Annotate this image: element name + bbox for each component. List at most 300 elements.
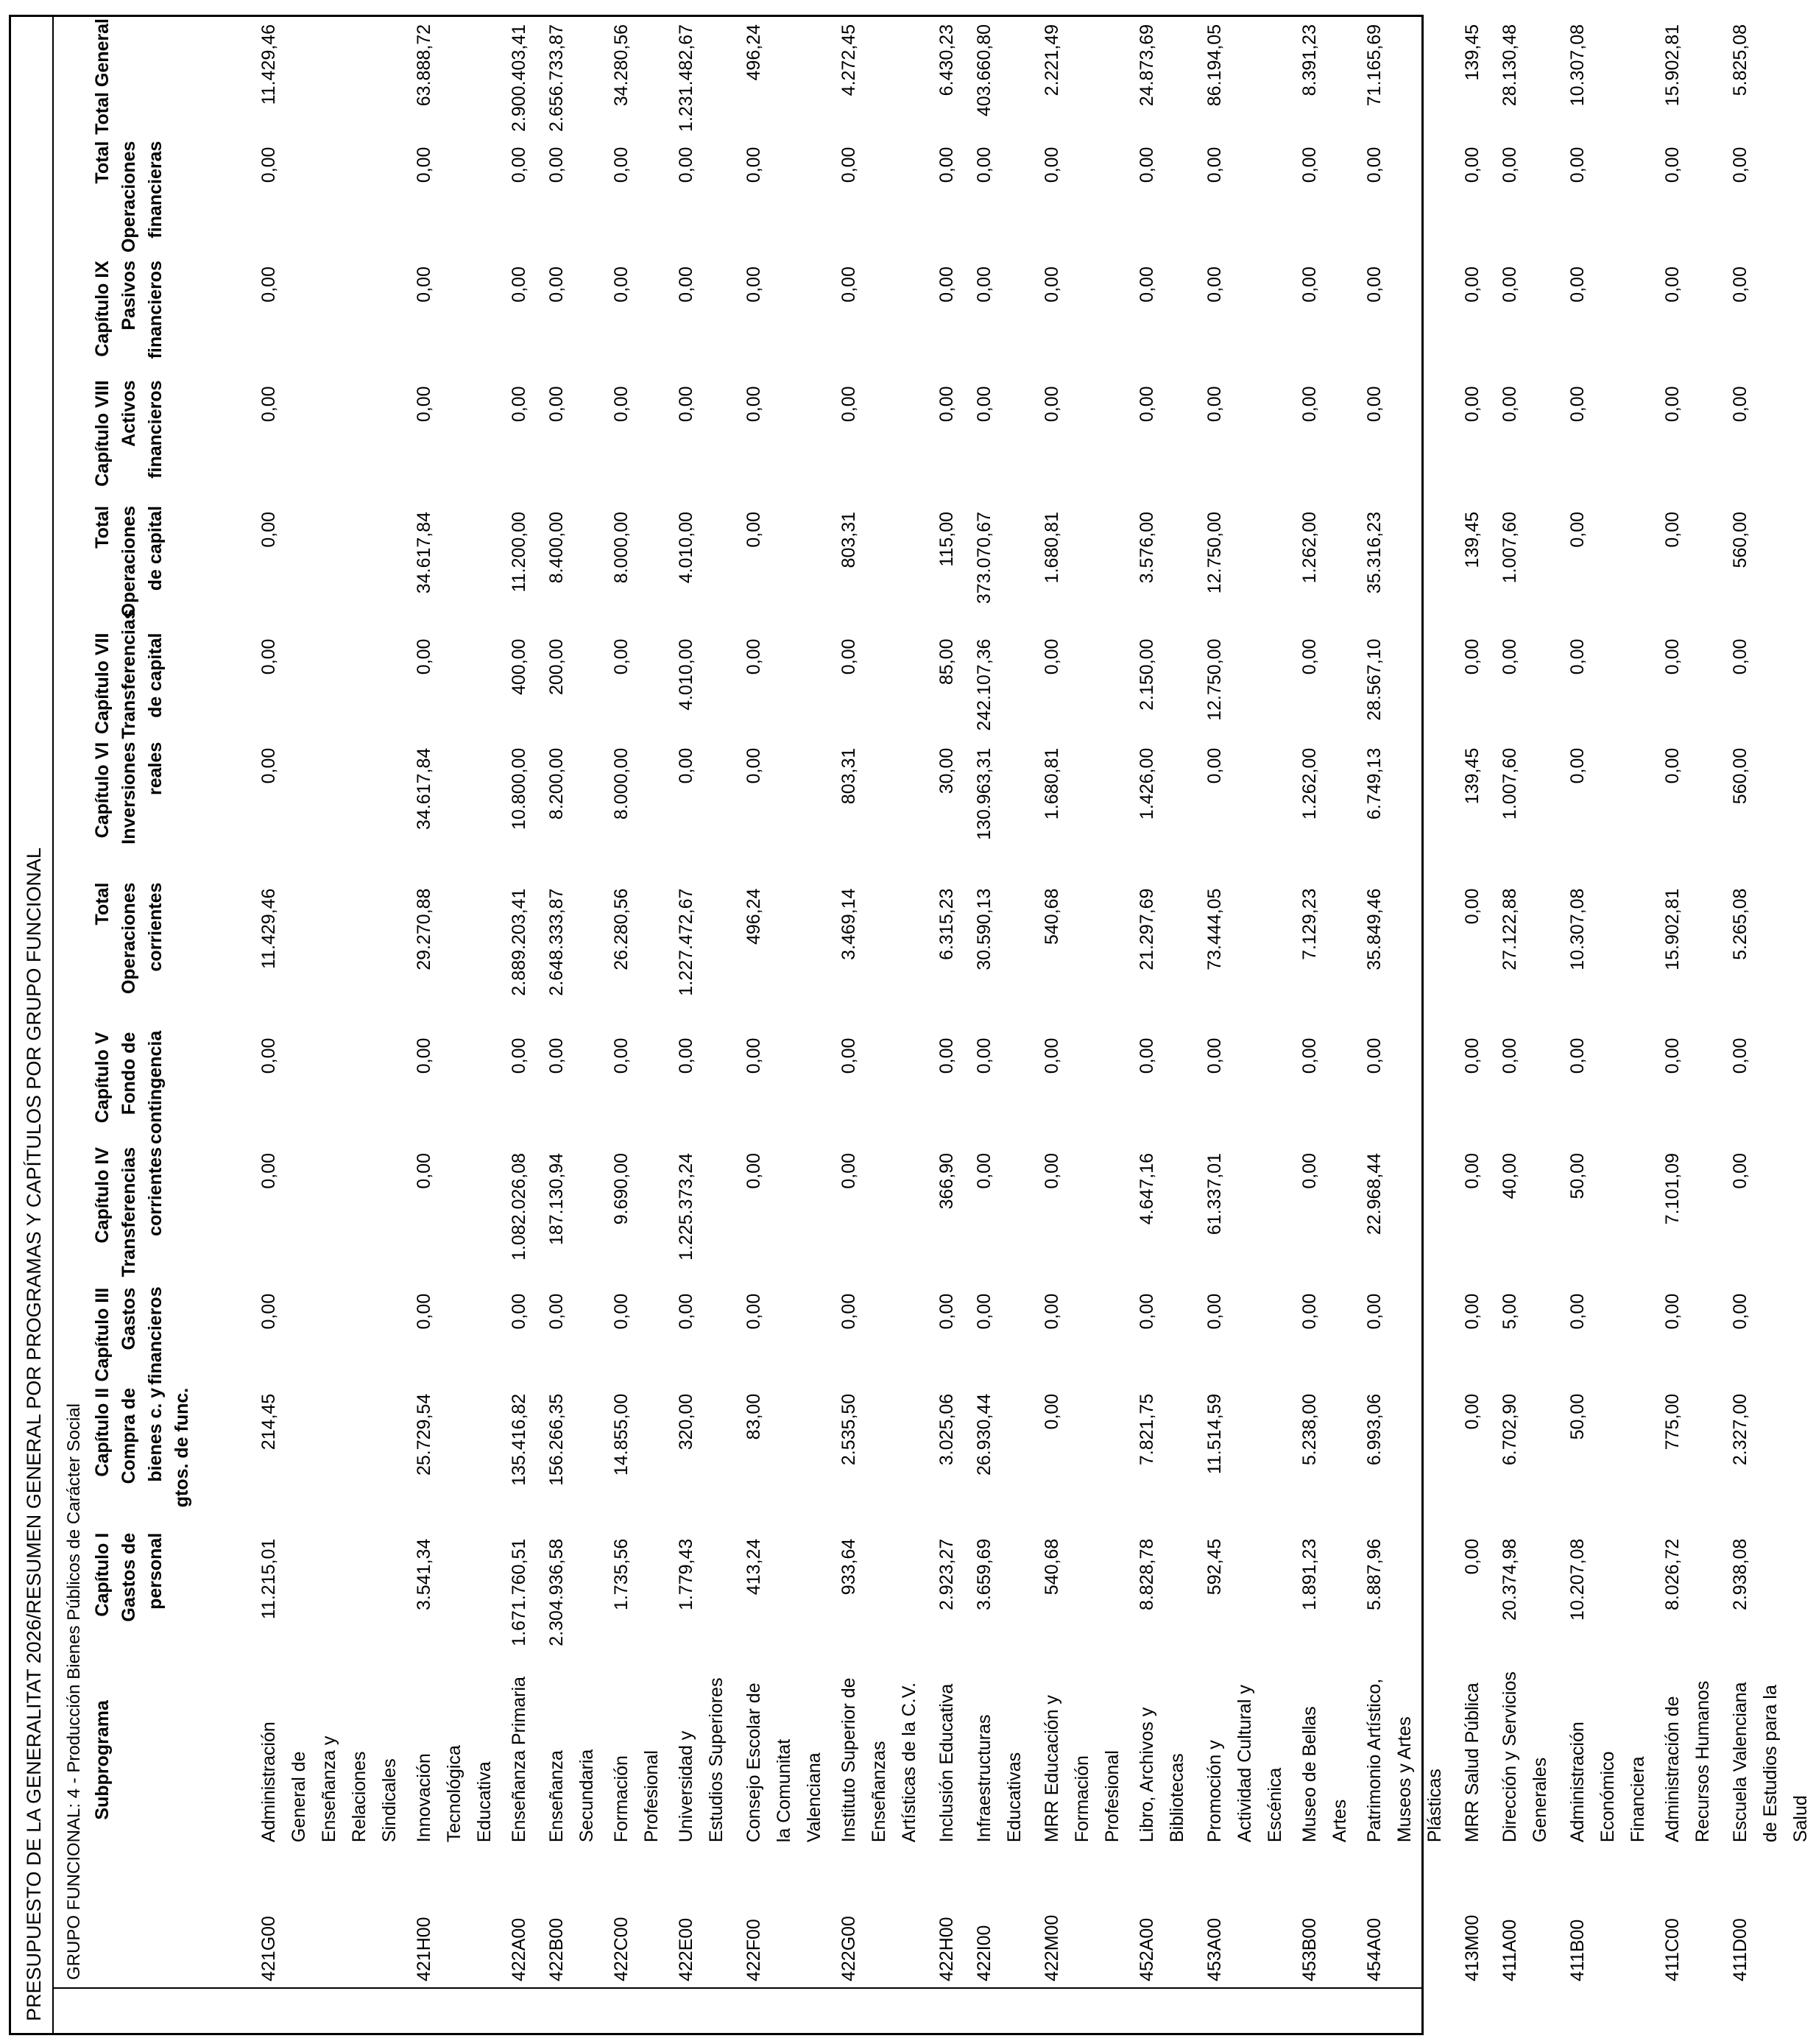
subprogram-name: Innovación Tecnológica Educativa — [414, 1745, 495, 1843]
amount-cell: 34.617,84 — [414, 747, 434, 830]
table-row — [830, 15, 928, 1989]
amount-cell: 85,00 — [936, 638, 957, 686]
amount-cell: 0,00 — [1567, 1293, 1588, 1330]
amount-cell: 0,00 — [1042, 1037, 1062, 1074]
amount-cell: 0,00 — [611, 267, 632, 303]
amount-cell: 0,00 — [1137, 386, 1157, 423]
table-row — [405, 15, 500, 1989]
amount-cell: 8.000,00 — [611, 511, 632, 584]
amount-cell: 40,00 — [1499, 1152, 1520, 1199]
amount-cell: 0,00 — [509, 1037, 529, 1074]
amount-cell: 5.887,96 — [1364, 1538, 1385, 1611]
amount-cell: 28.567,10 — [1364, 638, 1385, 721]
amount-cell: 1.426,00 — [1137, 747, 1157, 820]
table-row — [250, 15, 405, 1989]
amount-cell: 0,00 — [1567, 747, 1588, 784]
amount-cell: 187.130,94 — [546, 1152, 567, 1246]
table-row — [1558, 15, 1653, 1989]
table-row — [1653, 15, 1721, 1989]
header-code-cell — [85, 1848, 250, 1989]
amount-cell: 933,64 — [838, 1538, 859, 1596]
amount-cell: 496,24 — [743, 888, 764, 945]
table-row — [1721, 15, 1816, 1989]
amount-cell: 0,00 — [509, 386, 529, 423]
amount-cell: 26.930,44 — [974, 1393, 994, 1476]
amount-cell: 0,00 — [1499, 638, 1520, 675]
amount-cell: 496,24 — [743, 24, 764, 81]
subprogram-name: Promoción y Actividad Cultural y Escénica — [1204, 1685, 1285, 1843]
amount-cell: 0,00 — [1730, 1037, 1750, 1074]
amount-cell: 0,00 — [611, 147, 632, 183]
amount-cell: 0,00 — [838, 147, 859, 183]
amount-cell: 28.130,48 — [1499, 24, 1520, 107]
amount-cell: 0,00 — [1462, 638, 1483, 675]
amount-cell: 11.429,46 — [258, 888, 279, 969]
amount-cell: 6.702,90 — [1499, 1393, 1520, 1466]
amount-cell: 0,00 — [1462, 888, 1483, 925]
amount-cell: 34.617,84 — [414, 511, 434, 594]
amount-cell: 7.101,09 — [1662, 1152, 1683, 1225]
table-body — [250, 15, 1816, 1989]
amount-cell: 14.855,00 — [611, 1393, 632, 1476]
amount-cell: 0,00 — [546, 1293, 567, 1330]
amount-cell: 4.010,00 — [676, 511, 696, 584]
column-header: Capítulo VIII Activos financieros — [92, 380, 166, 487]
amount-cell: 30.590,13 — [974, 888, 994, 970]
amount-cell: 0,00 — [676, 267, 696, 303]
amount-cell: 11.429,46 — [258, 24, 279, 105]
amount-cell: 35.316,23 — [1364, 511, 1385, 594]
column-header: Capítulo II Compra de bienes c. y gtos. de func. — [92, 1387, 192, 1508]
amount-cell: 1.231.482,67 — [676, 24, 696, 132]
amount-cell: 0,00 — [1042, 638, 1062, 675]
amount-cell: 0,00 — [1662, 638, 1683, 675]
amount-cell: 20.374,98 — [1499, 1538, 1520, 1621]
amount-cell: 0,00 — [1662, 267, 1683, 303]
subprogram-name: Museo de Bellas Artes — [1299, 1706, 1350, 1843]
amount-cell: 0,00 — [414, 267, 434, 303]
amount-cell: 2.535,50 — [838, 1393, 859, 1466]
amount-cell: 0,00 — [743, 386, 764, 423]
amount-cell: 0,00 — [1364, 147, 1385, 183]
subprogram-name: Instituto Superior de Enseñanzas Artísticas de la C.V. — [838, 1677, 919, 1843]
amount-cell: 200,00 — [546, 638, 567, 695]
amount-cell: 0,00 — [258, 267, 279, 303]
amount-cell: 0,00 — [611, 1293, 632, 1330]
subprogram-name: Infraestructuras Educativas — [974, 1714, 1025, 1843]
amount-cell: 0,00 — [838, 386, 859, 423]
amount-cell: 5.238,00 — [1299, 1393, 1320, 1466]
amount-cell: 0,00 — [1462, 267, 1483, 303]
amount-cell: 0,00 — [1462, 1538, 1483, 1575]
amount-cell: 4.272,45 — [838, 24, 859, 96]
amount-cell: 0,00 — [1137, 267, 1157, 303]
amount-cell: 0,00 — [1662, 511, 1683, 548]
amount-cell: 0,00 — [1662, 1293, 1683, 1330]
amount-cell: 0,00 — [1662, 1037, 1683, 1074]
amount-cell: 0,00 — [546, 1037, 567, 1074]
subprogram-code: 454A00 — [1364, 1917, 1385, 1981]
amount-cell: 413,24 — [743, 1538, 764, 1596]
table-row — [500, 15, 537, 1989]
column-header: Capítulo IX Pasivos financieros — [92, 261, 166, 359]
amount-cell: 0,00 — [1567, 511, 1588, 548]
amount-cell: 15.902,81 — [1662, 888, 1683, 970]
column-header: Total Operaciones financieras — [92, 141, 166, 253]
amount-cell: 0,00 — [1137, 1293, 1157, 1330]
amount-cell: 540,68 — [1042, 1538, 1062, 1596]
amount-cell: 15.902,81 — [1662, 24, 1683, 107]
amount-cell: 560,00 — [1730, 747, 1750, 805]
amount-cell: 0,00 — [509, 267, 529, 303]
amount-cell: 0,00 — [676, 1037, 696, 1074]
subprogram-name: Patrimonio Artístico, Museos y Artes Plásticas — [1364, 1678, 1445, 1843]
amount-cell: 8.400,00 — [546, 511, 567, 584]
amount-cell: 0,00 — [936, 386, 957, 423]
table-row — [667, 15, 735, 1989]
subprogram-code: 421H00 — [414, 1917, 434, 1981]
amount-cell: 0,00 — [1499, 386, 1520, 423]
amount-cell: 22.968,44 — [1364, 1152, 1385, 1236]
amount-cell: 12.750,00 — [1204, 511, 1225, 594]
amount-cell: 3.659,69 — [974, 1538, 994, 1611]
amount-cell: 0,00 — [1042, 1152, 1062, 1189]
amount-cell: 8.828,78 — [1137, 1538, 1157, 1611]
subprogram-name: Administración de Recursos Humanos — [1662, 1680, 1713, 1843]
amount-cell: 0,00 — [414, 638, 434, 675]
amount-cell: 0,00 — [258, 1037, 279, 1074]
table-row — [928, 15, 965, 1989]
amount-cell: 1.262,00 — [1299, 747, 1320, 820]
amount-cell: 34.280,56 — [611, 24, 632, 107]
amount-cell: 803,31 — [838, 747, 859, 805]
amount-cell: 1.671.760,51 — [509, 1538, 529, 1646]
amount-cell: 0,00 — [743, 638, 764, 675]
amount-cell: 10.307,08 — [1567, 888, 1588, 970]
amount-cell: 0,00 — [414, 1037, 434, 1074]
amount-cell: 12.750,00 — [1204, 638, 1225, 721]
amount-cell: 73.444,05 — [1204, 888, 1225, 970]
amount-cell: 0,00 — [676, 147, 696, 183]
amount-cell: 366,90 — [936, 1152, 957, 1210]
amount-cell: 2.900.403,41 — [509, 24, 529, 132]
amount-cell: 2.221,49 — [1042, 24, 1062, 96]
amount-cell: 10.800,00 — [509, 747, 529, 830]
column-header: Capítulo I Gastos de personal — [92, 1532, 166, 1622]
amount-cell: 592,45 — [1204, 1538, 1225, 1596]
amount-cell: 0,00 — [414, 386, 434, 423]
amount-cell: 0,00 — [974, 386, 994, 423]
amount-cell: 0,00 — [1462, 1152, 1483, 1189]
subprogram-name: MRR Educación y Formación Profesional — [1042, 1695, 1123, 1843]
subprogram-name: Enseñanza Primaria — [509, 1677, 529, 1843]
amount-cell: 156.266,35 — [546, 1393, 567, 1486]
amount-cell: 1.779,43 — [676, 1538, 696, 1611]
amount-cell: 0,00 — [1364, 267, 1385, 303]
subprogram-code: 422E00 — [676, 1917, 696, 1981]
amount-cell: 0,00 — [936, 1293, 957, 1330]
amount-cell: 0,00 — [743, 1037, 764, 1074]
column-header: Capítulo VI Inversiones reales — [92, 741, 166, 845]
amount-cell: 0,00 — [1137, 147, 1157, 183]
table-row — [1128, 15, 1195, 1989]
amount-cell: 0,00 — [1364, 1037, 1385, 1074]
amount-cell: 0,00 — [743, 147, 764, 183]
amount-cell: 0,00 — [258, 747, 279, 784]
amount-cell: 0,00 — [1730, 147, 1750, 183]
amount-cell: 0,00 — [974, 1037, 994, 1074]
amount-cell: 10.307,08 — [1567, 24, 1588, 107]
amount-cell: 1.082.026,08 — [509, 1152, 529, 1261]
amount-cell: 0,00 — [676, 1293, 696, 1330]
subprogram-code: 422B00 — [546, 1917, 567, 1981]
amount-cell: 0,00 — [611, 1037, 632, 1074]
amount-cell: 2.150,00 — [1137, 638, 1157, 711]
amount-cell: 775,00 — [1662, 1393, 1683, 1451]
table-row — [1033, 15, 1128, 1989]
amount-cell: 4.647,16 — [1137, 1152, 1157, 1225]
amount-cell: 0,00 — [1462, 1037, 1483, 1074]
table-row — [537, 15, 602, 1989]
amount-cell: 0,00 — [743, 267, 764, 303]
table-row — [1453, 15, 1491, 1989]
amount-cell: 0,00 — [509, 147, 529, 183]
amount-cell: 0,00 — [258, 386, 279, 423]
amount-cell: 0,00 — [838, 1152, 859, 1189]
amount-cell: 0,00 — [414, 147, 434, 183]
subprogram-code: 422A00 — [509, 1917, 529, 1981]
amount-cell: 139,45 — [1462, 24, 1483, 81]
amount-cell: 2.304.936,58 — [546, 1538, 567, 1646]
column-header: Capítulo IV Transferencias corrientes — [92, 1146, 166, 1278]
amount-cell: 27.122,88 — [1499, 888, 1520, 970]
amount-cell: 0,00 — [1567, 267, 1588, 303]
amount-cell: 8.026,72 — [1662, 1538, 1683, 1611]
amount-cell: 0,00 — [1462, 1393, 1483, 1430]
amount-cell: 0,00 — [1462, 1293, 1483, 1330]
amount-cell: 0,00 — [936, 147, 957, 183]
amount-cell: 0,00 — [1042, 147, 1062, 183]
amount-cell: 0,00 — [546, 386, 567, 423]
column-header: Subprograma — [92, 1700, 113, 1820]
amount-cell: 0,00 — [743, 1293, 764, 1330]
amount-cell: 83,00 — [743, 1393, 764, 1440]
amount-cell: 0,00 — [1730, 1152, 1750, 1189]
amount-cell: 0,00 — [1567, 1037, 1588, 1074]
amount-cell: 8.391,23 — [1299, 24, 1320, 96]
amount-cell: 2.327,00 — [1730, 1393, 1750, 1466]
amount-cell: 9.690,00 — [611, 1152, 632, 1225]
amount-cell: 0,00 — [1364, 1293, 1385, 1330]
subprogram-code: 411A00 — [1499, 1919, 1520, 1981]
amount-cell: 0,00 — [676, 386, 696, 423]
amount-cell: 0,00 — [1364, 386, 1385, 423]
subprogram-name: Administración General de Enseñanza y Relaciones Sindicales — [258, 1721, 400, 1843]
amount-cell: 29.270,88 — [414, 888, 434, 970]
amount-cell: 24.873,69 — [1137, 24, 1157, 107]
amount-cell: 139,45 — [1462, 511, 1483, 568]
amount-cell: 0,00 — [936, 267, 957, 303]
table-header — [85, 15, 250, 1989]
amount-cell: 0,00 — [1662, 147, 1683, 183]
amount-cell: 0,00 — [974, 1293, 994, 1330]
subprogram-code: 411B00 — [1567, 1919, 1588, 1981]
amount-cell: 5.825,08 — [1730, 24, 1750, 96]
amount-cell: 0,00 — [1730, 386, 1750, 423]
amount-cell: 0,00 — [838, 1293, 859, 1330]
amount-cell: 1.891,23 — [1299, 1538, 1320, 1611]
amount-cell: 0,00 — [509, 1293, 529, 1330]
table-row — [602, 15, 667, 1989]
amount-cell: 0,00 — [546, 147, 567, 183]
amount-cell: 373.070,67 — [974, 511, 994, 605]
amount-cell: 1.680,81 — [1042, 511, 1062, 584]
amount-cell: 0,00 — [1299, 1037, 1320, 1074]
subprogram-name: Libro, Archivos y Bibliotecas — [1137, 1707, 1187, 1843]
amount-cell: 0,00 — [1204, 267, 1225, 303]
amount-cell: 2.938,08 — [1730, 1538, 1750, 1611]
amount-cell: 0,00 — [546, 267, 567, 303]
subprogram-code: 411D00 — [1730, 1918, 1750, 1981]
amount-cell: 3.025,06 — [936, 1393, 957, 1466]
budget-table — [85, 15, 1816, 1989]
amount-cell: 0,00 — [1299, 267, 1320, 303]
amount-cell: 214,45 — [258, 1393, 279, 1451]
amount-cell: 11.215,01 — [258, 1538, 279, 1620]
report-title: PRESUPUESTO DE LA GENERALITAT 2026/RESUMEN GENERAL POR PROGRAMAS Y CAPÍTULOS POR GRUPO FUNCIONAL — [23, 847, 45, 2021]
amount-cell: 0,00 — [1042, 386, 1062, 423]
amount-cell: 0,00 — [414, 1293, 434, 1330]
amount-cell: 0,00 — [974, 147, 994, 183]
amount-cell: 0,00 — [1299, 1152, 1320, 1189]
table-row — [965, 15, 1033, 1989]
amount-cell: 8.000,00 — [611, 747, 632, 820]
amount-cell: 2.656.733,87 — [546, 24, 567, 132]
table-row — [1355, 15, 1453, 1989]
subprogram-code: 452A00 — [1137, 1917, 1157, 1981]
subprogram-name: Escuela Valenciana de Estudios para la Salud — [1730, 1682, 1811, 1843]
subprogram-name: Enseñanza Secundaria — [546, 1749, 597, 1843]
amount-cell: 0,00 — [611, 386, 632, 423]
amount-cell: 400,00 — [509, 638, 529, 695]
amount-cell: 0,00 — [936, 1037, 957, 1074]
amount-cell: 0,00 — [1204, 1037, 1225, 1074]
amount-cell: 6.993,06 — [1364, 1393, 1385, 1466]
amount-cell: 0,00 — [1042, 1393, 1062, 1430]
subprogram-code: 422C00 — [611, 1917, 632, 1981]
subprogram-code: 422G00 — [838, 1916, 859, 1981]
amount-cell: 7.129,23 — [1299, 888, 1320, 960]
amount-cell: 320,00 — [676, 1393, 696, 1451]
subprogram-name: Consejo Escolar de la Comunitat Valenciana — [743, 1682, 824, 1843]
amount-cell: 61.337,01 — [1204, 1152, 1225, 1236]
amount-cell: 5.265,08 — [1730, 888, 1750, 960]
amount-cell: 115,00 — [936, 511, 957, 567]
amount-cell: 21.297,69 — [1137, 888, 1157, 970]
amount-cell: 0,00 — [1042, 267, 1062, 303]
amount-cell: 2.648.333,87 — [546, 888, 567, 996]
amount-cell: 11.200,00 — [509, 511, 529, 593]
amount-cell: 0,00 — [1042, 1293, 1062, 1330]
amount-cell: 0,00 — [974, 267, 994, 303]
amount-cell: 0,00 — [258, 147, 279, 183]
amount-cell: 1.735,56 — [611, 1538, 632, 1611]
subprogram-name: Administración Económico Financiera — [1567, 1721, 1648, 1843]
amount-cell: 0,00 — [1567, 147, 1588, 183]
amount-cell: 25.729,54 — [414, 1393, 434, 1476]
amount-cell: 0,00 — [414, 1152, 434, 1189]
amount-cell: 50,00 — [1567, 1152, 1588, 1199]
amount-cell: 139,45 — [1462, 747, 1483, 805]
amount-cell: 5,00 — [1499, 1293, 1520, 1330]
amount-cell: 0,00 — [1299, 638, 1320, 675]
amount-cell: 2.889.203,41 — [509, 888, 529, 996]
subprogram-code: 422F00 — [743, 1919, 764, 1981]
amount-cell: 11.514,59 — [1204, 1393, 1225, 1475]
amount-cell: 1.007,60 — [1499, 511, 1520, 584]
amount-cell: 86.194,05 — [1204, 24, 1225, 107]
amount-cell: 0,00 — [1462, 386, 1483, 423]
amount-cell: 1.680,81 — [1042, 747, 1062, 820]
amount-cell: 0,00 — [1499, 267, 1520, 303]
amount-cell: 0,00 — [1137, 1037, 1157, 1074]
subprogram-code: 413M00 — [1462, 1914, 1483, 1981]
amount-cell: 2.923,27 — [936, 1538, 957, 1611]
amount-cell: 0,00 — [258, 1152, 279, 1189]
subprogram-code: 453B00 — [1299, 1917, 1320, 1981]
amount-cell: 10.207,08 — [1567, 1538, 1588, 1621]
amount-cell: 130.963,31 — [974, 747, 994, 840]
subprogram-code: 422M00 — [1042, 1914, 1062, 1981]
amount-cell: 403.660,80 — [974, 24, 994, 117]
amount-cell: 3.541,34 — [414, 1538, 434, 1611]
amount-cell: 0,00 — [1299, 147, 1320, 183]
amount-cell: 0,00 — [743, 511, 764, 548]
amount-cell: 540,68 — [1042, 888, 1062, 945]
amount-cell: 0,00 — [1204, 1293, 1225, 1330]
amount-cell: 6.430,23 — [936, 24, 957, 96]
amount-cell: 0,00 — [1730, 267, 1750, 303]
subprogram-code: 422H00 — [936, 1917, 957, 1981]
amount-cell: 1.262,00 — [1299, 511, 1320, 584]
amount-cell: 1.225.373,24 — [676, 1152, 696, 1261]
column-header: Capítulo VII Transferencias de capital — [92, 609, 166, 739]
amount-cell: 0,00 — [1730, 638, 1750, 675]
amount-cell: 0,00 — [611, 638, 632, 675]
amount-cell: 8.200,00 — [546, 747, 567, 820]
column-header: Capítulo III Gastos financieros — [92, 1286, 166, 1385]
amount-cell: 1.227.472,67 — [676, 888, 696, 996]
amount-cell: 0,00 — [1462, 147, 1483, 183]
amount-cell: 0,00 — [1299, 1293, 1320, 1330]
amount-cell: 0,00 — [1730, 1293, 1750, 1330]
amount-cell: 4.010,00 — [676, 638, 696, 711]
title-divider — [52, 17, 54, 2033]
subprogram-name: Universidad y Estudios Superiores — [676, 1677, 727, 1843]
amount-cell: 0,00 — [1204, 147, 1225, 183]
amount-cell: 71.165,69 — [1364, 24, 1385, 107]
table-row — [1290, 15, 1355, 1989]
amount-cell: 0,00 — [1499, 1037, 1520, 1074]
amount-cell: 560,00 — [1730, 511, 1750, 568]
amount-cell: 6.315,23 — [936, 888, 957, 960]
amount-cell: 3.469,14 — [838, 888, 859, 960]
amount-cell: 0,00 — [1662, 386, 1683, 423]
amount-cell: 135.416,82 — [509, 1393, 529, 1486]
amount-cell: 0,00 — [1499, 147, 1520, 183]
amount-cell: 0,00 — [1567, 386, 1588, 423]
subprogram-code: 422I00 — [974, 1925, 994, 1981]
